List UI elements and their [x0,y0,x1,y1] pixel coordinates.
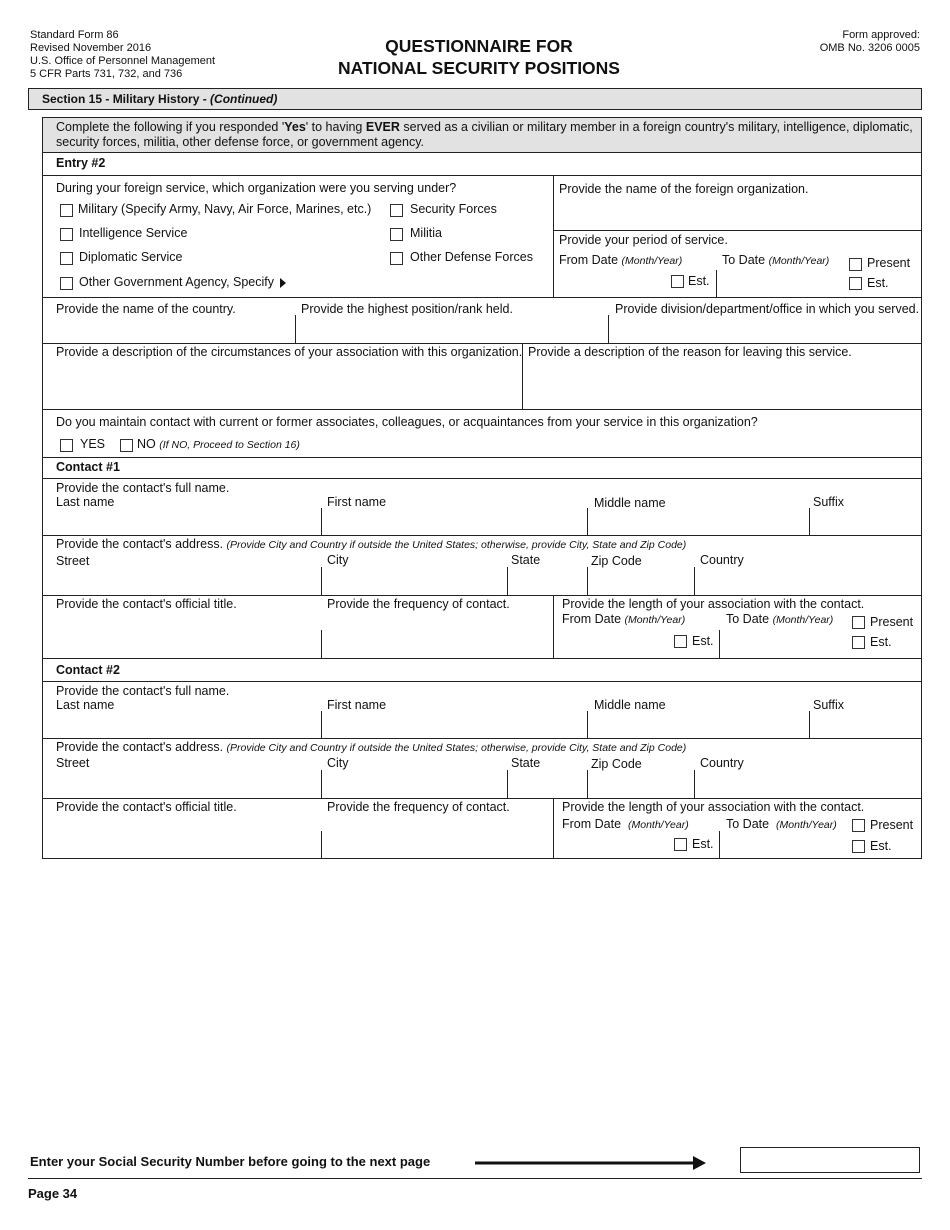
omb-approval [820,29,920,55]
page-title [270,35,688,79]
contact-1-first-label: First name [327,495,387,509]
divider [321,630,322,658]
contact-1-address-label: Provide the contact's address. (Provide City and Country if outside the United States; otherwise, provide City, State and Zip Code) [56,537,687,551]
contact-2-zip-input[interactable] [591,775,690,795]
divider [587,770,588,798]
divider [42,297,922,298]
contact-1-zip-label: Zip Code [591,554,642,568]
contact-no-label: NO (If NO, Proceed to Section 16) [137,437,300,451]
contact-2-suffix-input[interactable] [813,715,918,735]
divider [42,343,922,344]
contact-1-last-label: Last name [56,495,115,509]
divider [42,409,922,410]
military-checkbox[interactable] [60,204,73,217]
contact-1-present-checkbox[interactable] [852,616,865,629]
divider [716,270,717,297]
period-to-est-label: Est. [867,276,889,290]
contact-no-checkbox[interactable] [120,439,133,452]
contact-1-city-label: City [327,553,349,567]
period-from-label: From Date (Month/Year) [559,253,683,267]
divider [553,798,554,859]
division-label: Provide division/department/office in which you served. [615,302,920,316]
contact-1-title-input[interactable] [50,634,318,654]
contact-1-suffix-input[interactable] [813,512,918,532]
contact-1-street-label: Street [56,554,90,568]
divider [587,567,588,595]
divider [587,711,588,738]
contact-2-from-input[interactable] [558,835,668,855]
contact-2-city-input[interactable] [325,775,503,795]
divider [608,315,609,343]
contact-1-country-input[interactable] [698,572,918,592]
divider [42,478,922,479]
contact-1-from-est-label: Est. [692,634,714,648]
section-continued: (Continued) [210,92,278,106]
contact-1-from-est-checkbox[interactable] [674,635,687,648]
divider [587,508,588,535]
intelligence-label: Intelligence Service [79,226,188,240]
period-label: Provide your period of service. [559,233,728,247]
divider [694,567,695,595]
title-line-1: QUESTIONNAIRE FOR [385,36,573,56]
divider [553,595,554,658]
period-to-est-checkbox[interactable] [849,277,862,290]
contact-2-suffix-label: Suffix [813,698,845,712]
approved-label: Form approved: [842,29,920,41]
form-revision: Revised November 2016 [30,42,152,54]
contact-1-city-input[interactable] [325,572,503,592]
divider [42,175,922,176]
contact-1-first-input[interactable] [325,512,583,532]
contact-1-suffix-label: Suffix [813,495,845,509]
contact-2-title-input[interactable] [50,835,318,855]
contact-1-middle-input[interactable] [591,512,805,532]
contact-2-to-est-checkbox[interactable] [852,840,865,853]
divider [719,831,720,859]
divider [321,770,322,798]
contact-2-street-input[interactable] [50,775,318,795]
contact-1-fullname-label: Provide the contact's full name. [56,481,230,495]
period-from-input[interactable] [558,271,668,291]
divider [321,567,322,595]
rank-label: Provide the highest position/rank held. [301,302,513,316]
divider [295,315,296,343]
period-present-label: Present [867,256,911,270]
contact-2-present-label: Present [870,818,914,832]
contact-1-length-label: Provide the length of your association with the contact. [562,597,865,611]
divider [42,595,922,596]
circumstances-input[interactable] [50,362,518,406]
contact-2-length-label: Provide the length of your association with the contact. [562,800,865,814]
diplomatic-label: Diplomatic Service [79,250,183,264]
contact-2-country-label: Country [700,756,744,770]
contact-2-title: Contact #2 [56,663,120,677]
contact-1-middle-label: Middle name [594,496,666,510]
divider [694,770,695,798]
page-number: Page 34 [28,1186,78,1201]
militia-label: Militia [410,226,442,240]
divider [321,711,322,738]
other-gov-checkbox[interactable] [60,277,73,290]
divider [42,738,922,739]
contact-1-zip-input[interactable] [591,572,690,592]
arrow-right-icon [279,278,287,288]
divider [42,457,922,458]
contact-yes-label: YES [80,437,106,451]
country-label: Provide the name of the country. [56,302,236,316]
divider [553,230,922,231]
contact-2-address-label: Provide the contact's address. (Provide City and Country if outside the United States; otherwise, provide City, State and Zip Code) [56,740,687,754]
intelligence-checkbox[interactable] [60,228,73,241]
division-input[interactable] [612,319,918,341]
contact-1-to-est-checkbox[interactable] [852,636,865,649]
form-cfr: 5 CFR Parts 731, 732, and 736 [30,68,183,80]
form-number: Standard Form 86 [30,29,119,41]
divider [553,175,554,297]
other-gov-specify-input[interactable] [292,274,547,292]
contact-1-to-label: To Date (Month/Year) [726,612,834,626]
divider [507,567,508,595]
contact-2-first-input[interactable] [325,715,583,735]
divider [42,798,922,799]
contact-2-last-input[interactable] [50,715,318,735]
rank-input[interactable] [299,319,604,341]
contact-1-from-label: From Date (Month/Year) [562,612,686,626]
divider [42,152,922,153]
contact-1-state-input[interactable] [511,572,583,592]
contact-2-middle-input[interactable] [591,715,805,735]
divider [42,681,922,682]
entry-title: Entry #2 [56,156,106,170]
contact-2-fullname-label: Provide the contact's full name. [56,684,230,698]
contact-2-from-est-label: Est. [692,837,714,851]
org-question: During your foreign service, which organization were you serving under? [56,181,457,195]
contact-2-zip-label: Zip Code [591,757,642,771]
military-label: Military (Specify Army, Navy, Air Force, Marines, etc.) [78,202,372,216]
contact-2-from-label: From Date (Month/Year) [562,817,689,831]
period-to-label: To Date (Month/Year) [722,253,830,267]
contact-1-frequency-label: Provide the frequency of contact. [327,597,510,611]
divider [42,535,922,536]
ssn-input[interactable] [740,1147,920,1173]
country-input[interactable] [50,319,290,341]
period-present-checkbox[interactable] [849,258,862,271]
leaving-label: Provide a description of the reason for leaving this service. [528,345,852,359]
contact-1-street-input[interactable] [50,572,318,592]
contact-2-state-input[interactable] [511,775,583,795]
intro-text: Complete the following if you responded 'Yes' to having EVER served as a civilian or military member in a foreign country's military, intelligence, diplomatic, security forces, militia, other defense force, or government agency. [56,120,913,149]
contact-1-to-est-label: Est. [870,635,892,649]
foreign-org-label: Provide the name of the foreign organization. [559,182,809,196]
contact-2-title-label: Provide the contact's official title. [56,800,237,814]
contact-2-city-label: City [327,756,349,770]
divider [42,658,922,659]
form-identification [30,29,215,81]
contact-2-to-input[interactable] [723,835,843,855]
contact-2-state-label: State [511,756,541,770]
section-title-text: Section 15 - Military History - [42,92,211,106]
contact-2-frequency-input[interactable] [325,835,549,855]
arrow-right-icon [475,1155,707,1171]
contact-1-title-label: Provide the contact's official title. [56,597,237,611]
contact-2-to-label: To Date (Month/Year) [726,817,837,831]
contact-1-last-input[interactable] [50,512,318,532]
contact-1-from-input[interactable] [558,632,668,652]
contact-2-frequency-label: Provide the frequency of contact. [327,800,510,814]
divider [321,508,322,535]
contact-1-to-input[interactable] [723,632,843,652]
divider [522,343,523,409]
contact-2-street-label: Street [56,756,90,770]
contact-1-state-label: State [511,553,541,567]
foreign-org-input[interactable] [556,202,918,228]
contact-question: Do you maintain contact with current or former associates, colleagues, or acquaintances from your service in this organization? [56,415,758,429]
security-forces-label: Security Forces [410,202,497,216]
contact-1-present-label: Present [870,615,914,629]
diplomatic-checkbox[interactable] [60,252,73,265]
leaving-input[interactable] [526,362,918,406]
form-agency: U.S. Office of Personnel Management [30,55,216,67]
contact-2-middle-label: Middle name [594,698,666,712]
divider [809,508,810,535]
contact-1-frequency-input[interactable] [325,634,549,654]
contact-2-last-label: Last name [56,698,115,712]
contact-yes-checkbox[interactable] [60,439,73,452]
period-from-est-checkbox[interactable] [671,275,684,288]
omb-number: OMB No. 3206 0005 [819,42,920,54]
ssn-prompt: Enter your Social Security Number before going to the next page [30,1154,431,1169]
divider [719,630,720,658]
other-defense-checkbox[interactable] [390,252,403,265]
contact-1-title: Contact #1 [56,460,120,474]
contact-2-present-checkbox[interactable] [852,819,865,832]
security-forces-checkbox[interactable] [390,204,403,217]
other-gov-label: Other Government Agency, Specify [79,275,275,289]
contact-2-first-label: First name [327,698,387,712]
contact-2-from-est-checkbox[interactable] [674,838,687,851]
circumstances-label: Provide a description of the circumstances of your association with this organization. [56,345,523,359]
militia-checkbox[interactable] [390,228,403,241]
period-to-input[interactable] [720,271,842,291]
divider [809,711,810,738]
other-defense-label: Other Defense Forces [410,250,533,264]
contact-2-country-input[interactable] [698,775,918,795]
divider [28,1178,922,1179]
divider [321,831,322,859]
contact-2-to-est-label: Est. [870,839,892,853]
section-title [28,88,922,110]
period-from-est-label: Est. [688,274,710,288]
divider [507,770,508,798]
title-line-2: NATIONAL SECURITY POSITIONS [338,58,620,78]
contact-1-country-label: Country [700,553,744,567]
